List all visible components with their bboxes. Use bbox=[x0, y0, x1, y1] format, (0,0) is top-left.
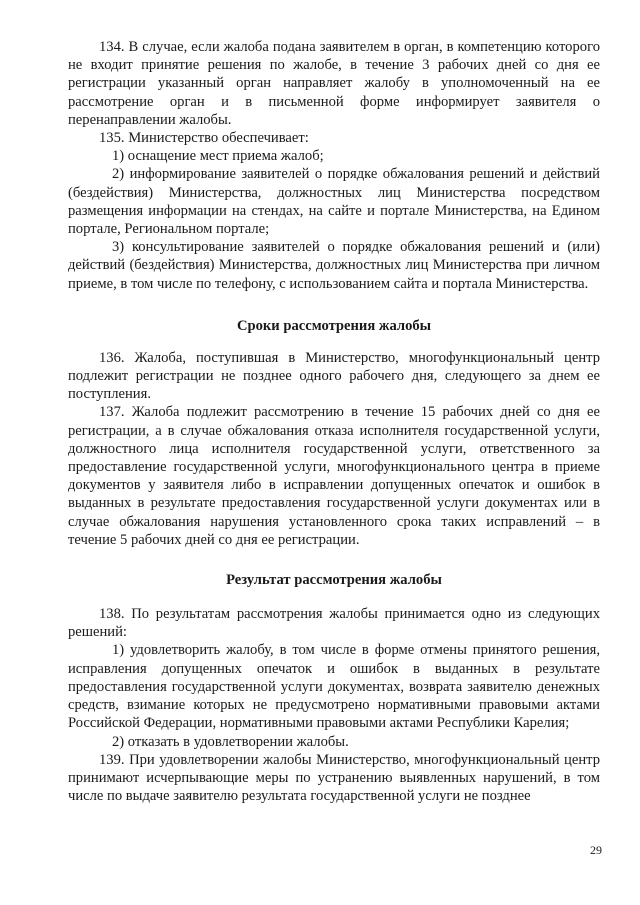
paragraph-137: 137. Жалоба подлежит рассмотрению в течение 15 рабочих дней со дня ее регистрации, а в случае обжалования отказа исполнителя государственной услуги, должностного лица исполнителя государственной услуги, ответственного за предоставление государственной услуги, многофункционального центра в приеме документов у заявителя либо в исправлении допущенных опечаток и ошибок в выданных в результате предоставления государственной услуги документах или в случае обжалования нарушения установленного срока таких исправлений – в течение 5 рабочих дней со дня ее регистрации. bbox=[68, 404, 600, 548]
list-item-138-2: 2) отказать в удовлетворении жалобы. bbox=[112, 733, 349, 750]
paragraph-139: 139. При удовлетворении жалобы Министерство, многофункциональный центр принимают исчерпывающие меры по устранению выявленных нарушений, в том числе по выдаче заявителю результата государственной услуги не позднее bbox=[68, 751, 600, 805]
page-number: 29 bbox=[590, 843, 602, 857]
list-item-135-3: 3) консультирование заявителей о порядке обжалования решений и (или) действий (бездействия) Министерства, должностных лиц Министерства при личном приеме, в том числе по телефону, с использованием сайта и портала Министерства. bbox=[68, 239, 600, 292]
list-item-135-1: 1) оснащение мест приема жалоб; bbox=[112, 148, 324, 165]
paragraph-135: 135. Министерство обеспечивает: bbox=[99, 130, 309, 147]
list-item-138-1: 1) удовлетворить жалобу, в том числе в форме отмены принятого решения, исправления допущенных опечаток и ошибок в выданных в результате предоставления государственной услуги документах, возврата заявителю денежных средств, взимание которых не предусмотрено нормативными правовыми актами Российской Федерации, нормативными правовыми актами Республики Карелия; bbox=[68, 642, 600, 732]
section-heading-review-result: Результат рассмотрения жалобы bbox=[226, 572, 442, 589]
paragraph-136: 136. Жалоба, поступившая в Министерство, многофункциональный центр подлежит регистрации не позднее одного рабочего дня, следующего за днем ее поступления. bbox=[68, 349, 600, 403]
paragraph-138: 138. По результатам рассмотрения жалобы принимается одно из следующих решений: bbox=[68, 606, 600, 641]
paragraph-134: 134. В случае, если жалоба подана заявителем в орган, в компетенцию которого не входит принятие решения по жалобе, в течение 3 рабочих дней со дня ее регистрации указанный орган направляет жалобу в уполномоченный на ее рассмотрение орган и в письменной форме информирует заявителя о перенаправлении жалобы. bbox=[68, 39, 600, 128]
list-item-135-2: 2) информирование заявителей о порядке обжалования решений и действий (бездействия) Министерства, должностных лиц Министерства посредством размещения информации на стендах, на сайте и портале Министерства, на Едином портале, Региональном портале; bbox=[68, 166, 600, 238]
section-heading-review-terms: Сроки рассмотрения жалобы bbox=[236, 317, 432, 334]
page-content bbox=[68, 38, 600, 805]
